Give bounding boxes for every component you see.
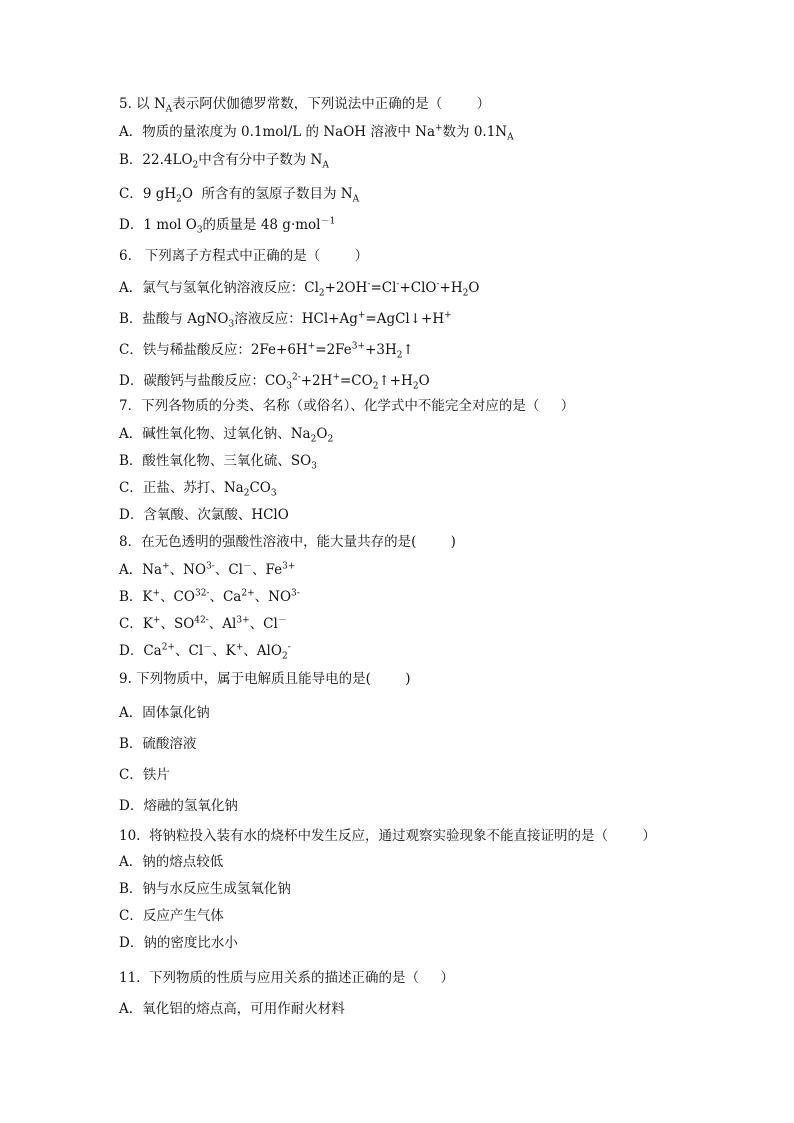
question-10-option-d: D．钠的密度比水小	[119, 935, 238, 951]
question-10-option-c: C．反应产生气体	[119, 908, 224, 924]
question-8-option-d: D．$Ca^{2+}$、Cl－、K+、AlO$_2$-	[119, 642, 291, 662]
question-9-option-d: D．熔融的氢氧化钠	[119, 798, 238, 814]
question-9-option-c: C．铁片	[119, 767, 170, 783]
question-5-option-d: D．1 mol $O_3$的质量是 48 g·mol$^{-1}$	[119, 216, 336, 236]
question-5-stem: 5. 以 $N_A$表示阿伏伽德罗常数，下列说法中正确的是（ ）	[119, 96, 491, 115]
question-10-stem: 10. 将钠粒投入装有水的烧杯中发生反应，通过观察实验现象不能直接证明的是（ ）	[119, 828, 656, 844]
question-6-option-d: D．碳酸钙与盐酸反应：$CO_3^{2-}+2H^+=CO_2↑+H_2O$	[119, 372, 430, 392]
question-8-option-b: B．K+、$CO^{32-}$、$Ca^{2+}$、$NO^{3-}$	[119, 588, 300, 605]
question-7-option-b: B．酸性氧化物、三氧化硫、$SO_3$	[119, 453, 317, 472]
question-5-option-a: A．物质的量浓度为 0.1mol/L 的 NaOH 溶液中 Na+数为 $0.1N_A$	[119, 123, 514, 143]
question-5-option-c: C．9 $gH_2O$ 所含有的氢原子数目为 $N_A$	[119, 186, 360, 205]
question-5-option-b: B．$22.4LO_2$中含有分中子数为 $N_A$	[119, 152, 329, 171]
question-8-option-a: A．Na+、$NO^{3-}$、Cl－、$Fe^{3+}$	[119, 561, 296, 578]
question-8-stem: 8．在无色透明的强酸性溶液中，能大量共存的是( )	[119, 534, 456, 550]
question-6-option-b: B．盐酸与 AgNO$_3$溶液反应：HCl+Ag+=AgCl↓+H+	[119, 310, 452, 330]
question-10-option-a: A．钠的熔点较低	[119, 854, 224, 870]
question-11-option-a: A．氧化铝的熔点高，可用作耐火材料	[119, 1001, 345, 1017]
question-7-stem: 7．下列各物质的分类、名称（或俗名）、化学式中不能完全对应的是（ ）	[119, 398, 575, 414]
question-6-stem: 6. 下列离子方程式中正确的是（ ）	[119, 248, 369, 264]
question-10-option-b: B．钠与水反应生成氢氧化钠	[119, 881, 291, 897]
question-8-option-c: C．K+、$SO^{42-}$、$Al^{3+}$、Cl－	[119, 615, 287, 632]
question-6-option-c: C．铁与稀盐酸反应：$2Fe+6H^+=2Fe^{3+}+3H_2↑$	[119, 341, 414, 361]
question-7-option-c: C．正盐、苏打、$Na_2CO_3$	[119, 480, 277, 499]
question-7-option-d: D．含氧酸、次氯酸、HClO	[119, 507, 289, 523]
question-11-stem: 11. 下列物质的性质与应用关系的描述正确的是（ ）	[119, 970, 455, 986]
question-6-option-a: A．氯气与氢氧化钠溶液反应：$Cl_2+2OH^-=Cl^-+ClO^-+H_2O$	[119, 279, 480, 299]
question-9-stem: 9. 下列物质中，属于电解质且能导电的是( )	[119, 671, 411, 687]
question-9-option-b: B．硫酸溶液	[119, 736, 197, 752]
question-7-option-a: A．碱性氧化物、过氧化钠、$Na_2O_2$	[119, 426, 334, 445]
question-9-option-a: A．固体氯化钠	[119, 705, 210, 721]
